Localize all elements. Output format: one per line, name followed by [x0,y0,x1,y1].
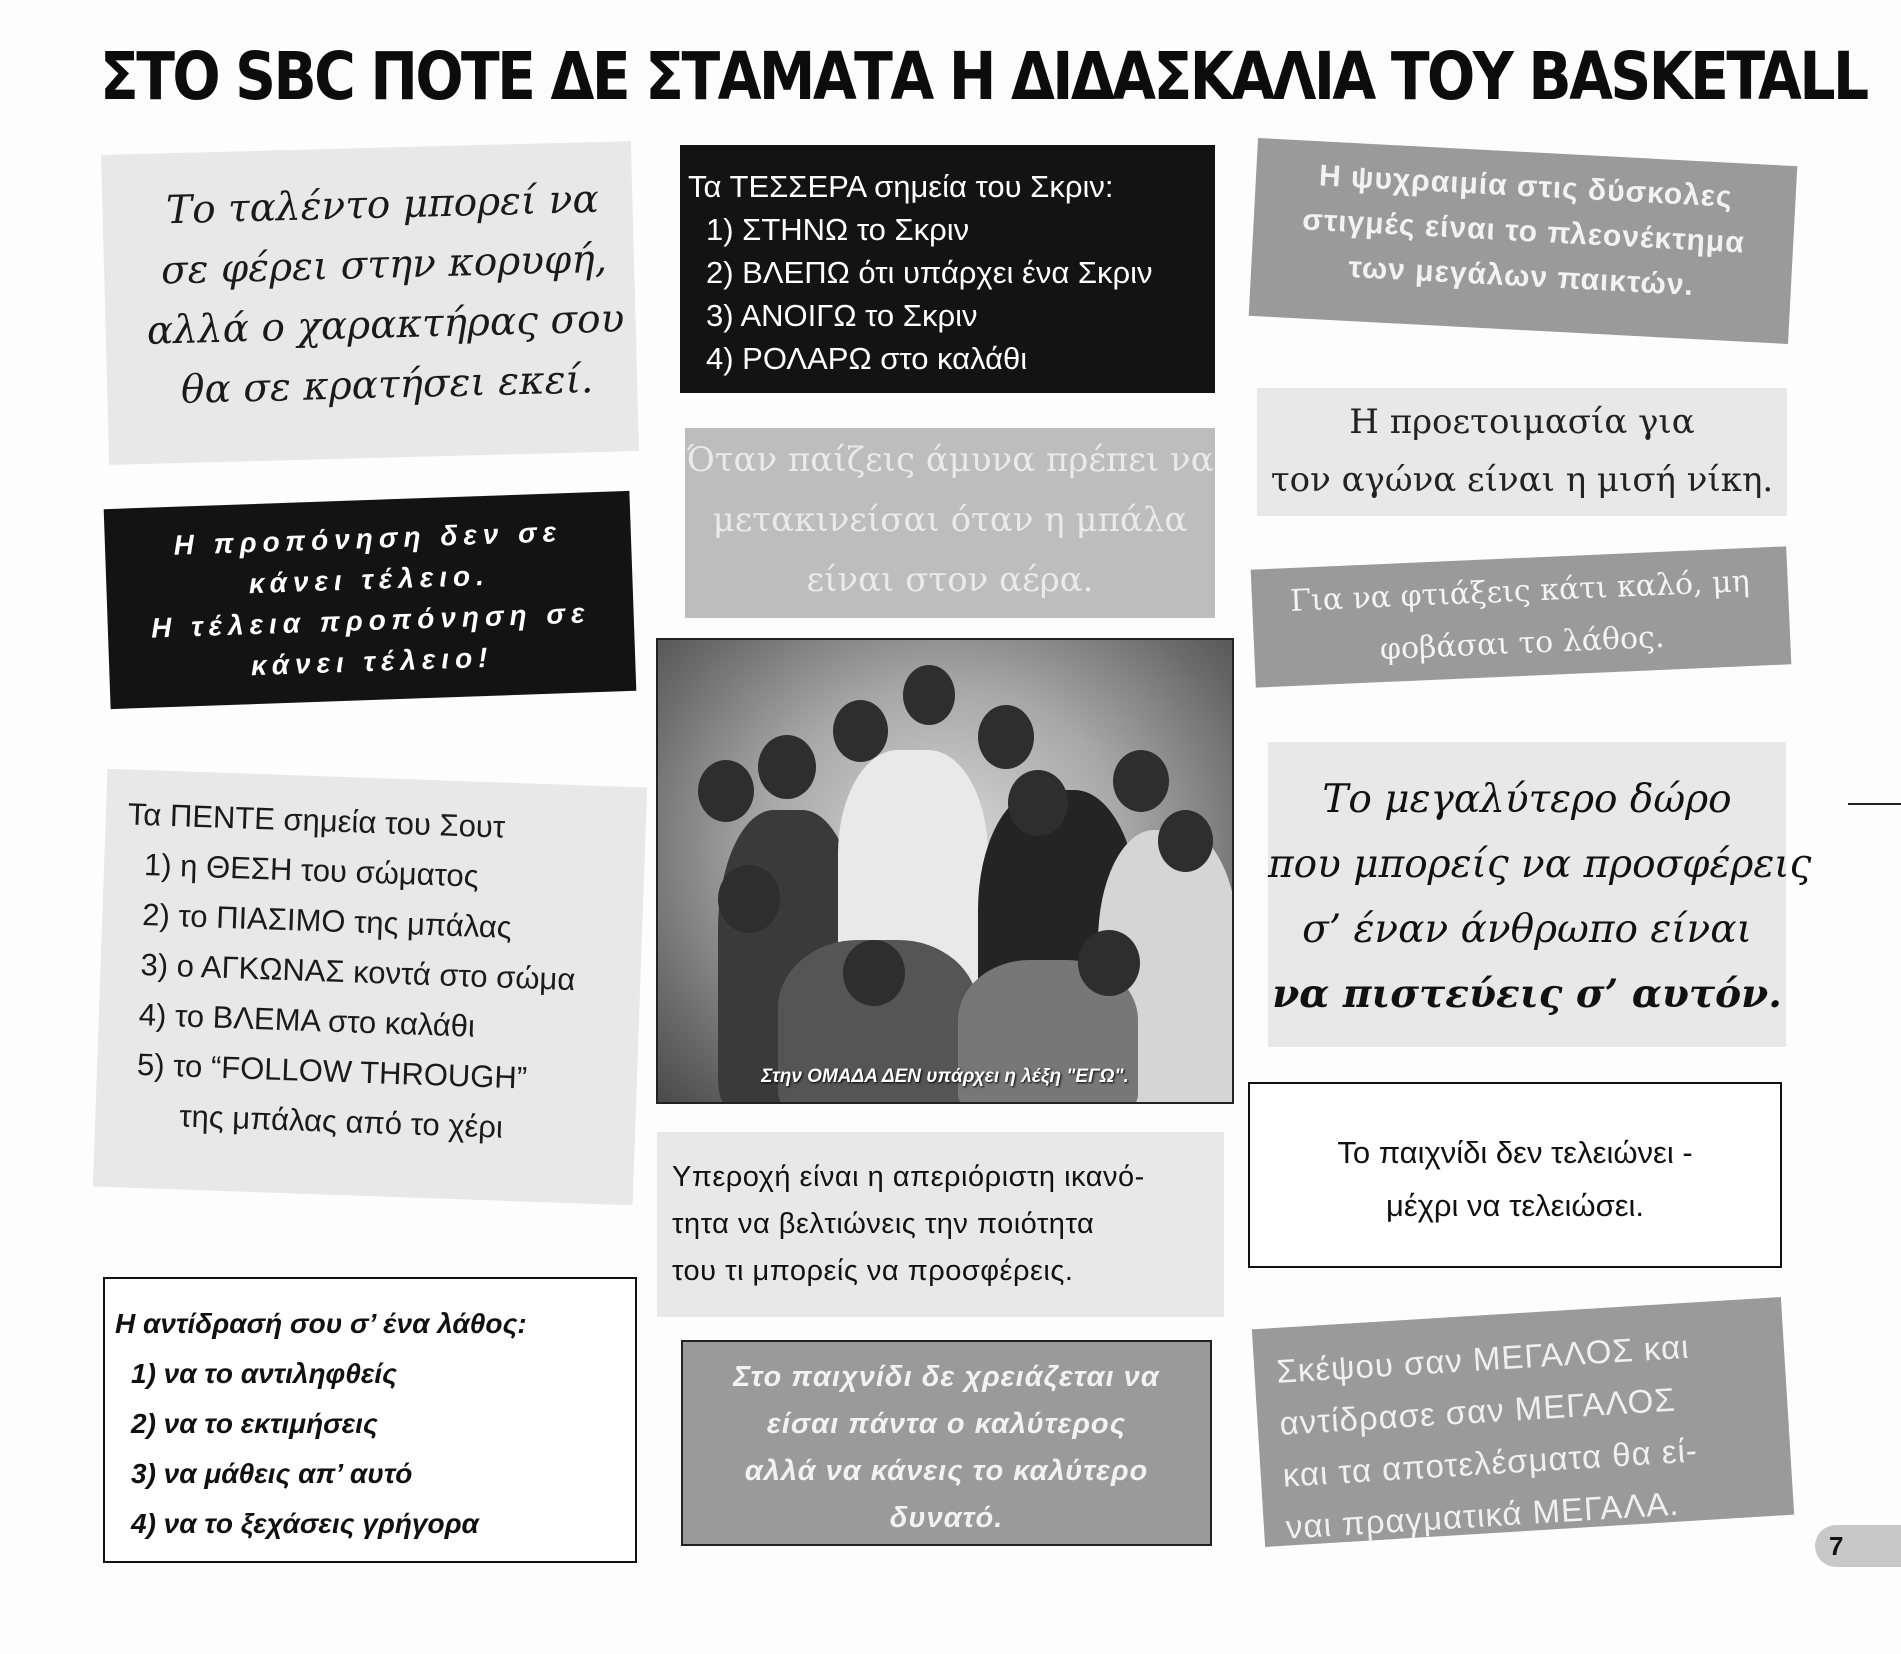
list-item: 2) ΒΛΕΠΩ ότι υπάρχει ένα Σκριν [706,255,1153,290]
quote-practice [104,491,637,709]
list-item: 4) το ΒΛΕΜΑ στο καλάθι [138,996,476,1044]
quote-line: αλλά να κάνεις το καλύτερο [744,1455,1149,1487]
reaction-points-box [103,1277,637,1563]
player-head [718,865,780,933]
quote-preparation [1257,388,1787,516]
list-item: 5) το “FOLLOW THROUGH” [136,1046,528,1096]
list-item: 3) ο ΑΓΚΩΝΑΣ κοντά στο σώμα [140,946,576,998]
quote-line: αλλά ο χαρακτήρας σου [146,296,625,354]
list-item: 4) να το ξεχάσεις γρήγορα [131,1508,479,1539]
quote-mistake-fear [1251,546,1792,687]
player-head [1158,810,1213,872]
player-head [833,700,888,762]
quote-line: τητα να βελτιώνεις την ποιότητα [672,1208,1095,1240]
quote-line: είσαι πάντα ο καλύτερος [766,1408,1127,1440]
quote-line: μέχρι να τελειώσει. [1385,1188,1645,1223]
quote-best [681,1340,1212,1546]
player-head [978,705,1034,769]
margin-mark [1848,803,1901,805]
player-head [698,760,754,822]
quote-line: κάνει τέλειο. [248,559,491,600]
quote-line: ναι πραγματικά ΜΕΓΑΛΑ. [1284,1484,1681,1546]
quote-line: του τι μπορείς να προσφέρεις. [672,1255,1074,1287]
quote-line: θα σε κρατήσει εκεί. [180,357,594,413]
quote-line: φοβάσαι το λάθος. [1379,619,1666,668]
screen-points-heading: Τα ΤΕΣΣΕΡΑ σημεία του Σκριν: [688,169,1114,204]
quote-think-big [1252,1297,1794,1547]
quote-line: των μεγάλων παικτών. [1347,250,1695,302]
quote-line: τον αγώνα είναι η μισή νίκη. [1270,460,1774,500]
player-head [1113,750,1169,812]
quote-line: Σκέψου σαν ΜΕΓΑΛΟΣ και [1275,1327,1691,1390]
player-head [1078,930,1140,996]
quote-calm [1249,138,1798,344]
quote-line: Η τέλεια προπόνηση σε [150,597,591,644]
list-item: 1) η ΘΕΣΗ του σώματος [143,847,480,894]
list-item: 3) να μάθεις απ’ αυτό [131,1458,413,1489]
page-number: 7 [1815,1525,1901,1567]
quote-excellence [657,1132,1224,1317]
quote-line: να πιστεύεις σ’ αυτόν. [1272,971,1782,1017]
quote-line: είναι στον αέρα. [806,560,1094,600]
photo-caption: Στην ΟΜΑΔΑ ΔΕΝ υπάρχει η λέξη "ΕΓΩ". [761,1066,1129,1087]
quote-game-over [1248,1082,1782,1268]
shot-points-heading: Τα ΠΕΝΤΕ σημεία του Σουτ [127,796,506,845]
list-item: της μπάλας από το χέρι [178,1098,504,1145]
quote-defense [685,428,1215,618]
list-item: 2) να το εκτιμήσεις [131,1408,378,1439]
list-item: 3) ΑΝΟΙΓΩ το Σκριν [706,298,978,333]
quote-line: Για να φτιάξεις κάτι καλό, μη [1289,564,1751,620]
player-head [758,735,816,799]
quote-line: Η προετοιμασία για [1349,402,1695,442]
list-item: 1) να το αντιληφθείς [131,1358,397,1389]
list-item: 1) ΣΤΗΝΩ το Σκριν [706,212,970,247]
quote-line: και τα αποτελέσματα θα εί- [1281,1431,1699,1494]
quote-line: σ’ έναν άνθρωπο είναι [1302,907,1752,952]
quote-line: που μπορείς να προσφέρεις [1268,842,1812,887]
quote-line: δυνατό. [889,1502,1004,1534]
quote-line: κάνει τέλειο! [250,641,494,682]
page-title: ΣΤΟ SBC ΠΟΤΕ ΔΕ ΣΤΑΜΑΤΑ Η ΔΙΔΑΣΚΑΛΙΑ ΤΟΥ BASKETALL [100,38,1867,115]
list-item: 2) το ΠΙΑΣΙΜΟ της μπάλας [141,897,513,945]
list-item: 4) ΡΟΛΑΡΩ στο καλάθι [706,341,1028,376]
quote-line: σε φέρει στην κορυφή, [160,236,608,294]
reaction-points-heading: Η αντίδρασή σου σ’ ένα λάθος: [115,1308,527,1339]
quote-line: Το παιχνίδι δεν τελειώνει - [1337,1135,1693,1170]
quote-line: Η προπόνηση δεν σε [173,516,563,561]
quote-line: αντίδρασε σαν ΜΕΓΑΛΟΣ [1278,1380,1677,1442]
shot-points-box [93,769,647,1206]
quote-talent [101,141,639,465]
quote-line: Στο παιχνίδι δε χρειάζεται να [733,1361,1160,1393]
quote-line: Όταν παίζεις άμυνα πρέπει να [686,440,1214,480]
team-huddle-photo [656,638,1234,1104]
quote-line: στιγμές είναι το πλεονέκτημα [1301,203,1746,260]
quote-line: Το μεγαλύτερο δώρο [1322,777,1732,822]
quote-line: Το ταλέντο μπορεί να [165,176,600,234]
player-head [903,665,955,725]
player-head [1008,770,1068,836]
player-head [843,940,905,1006]
quote-line: Υπεροχή είναι η απεριόριστη ικανό- [672,1161,1145,1193]
quote-gift [1268,742,1812,1047]
quote-line: μετακινείσαι όταν η μπάλα [712,500,1188,540]
quote-line: Η ψυχραιμία στις δύσκολες [1318,159,1734,214]
screen-points-box [680,145,1215,393]
